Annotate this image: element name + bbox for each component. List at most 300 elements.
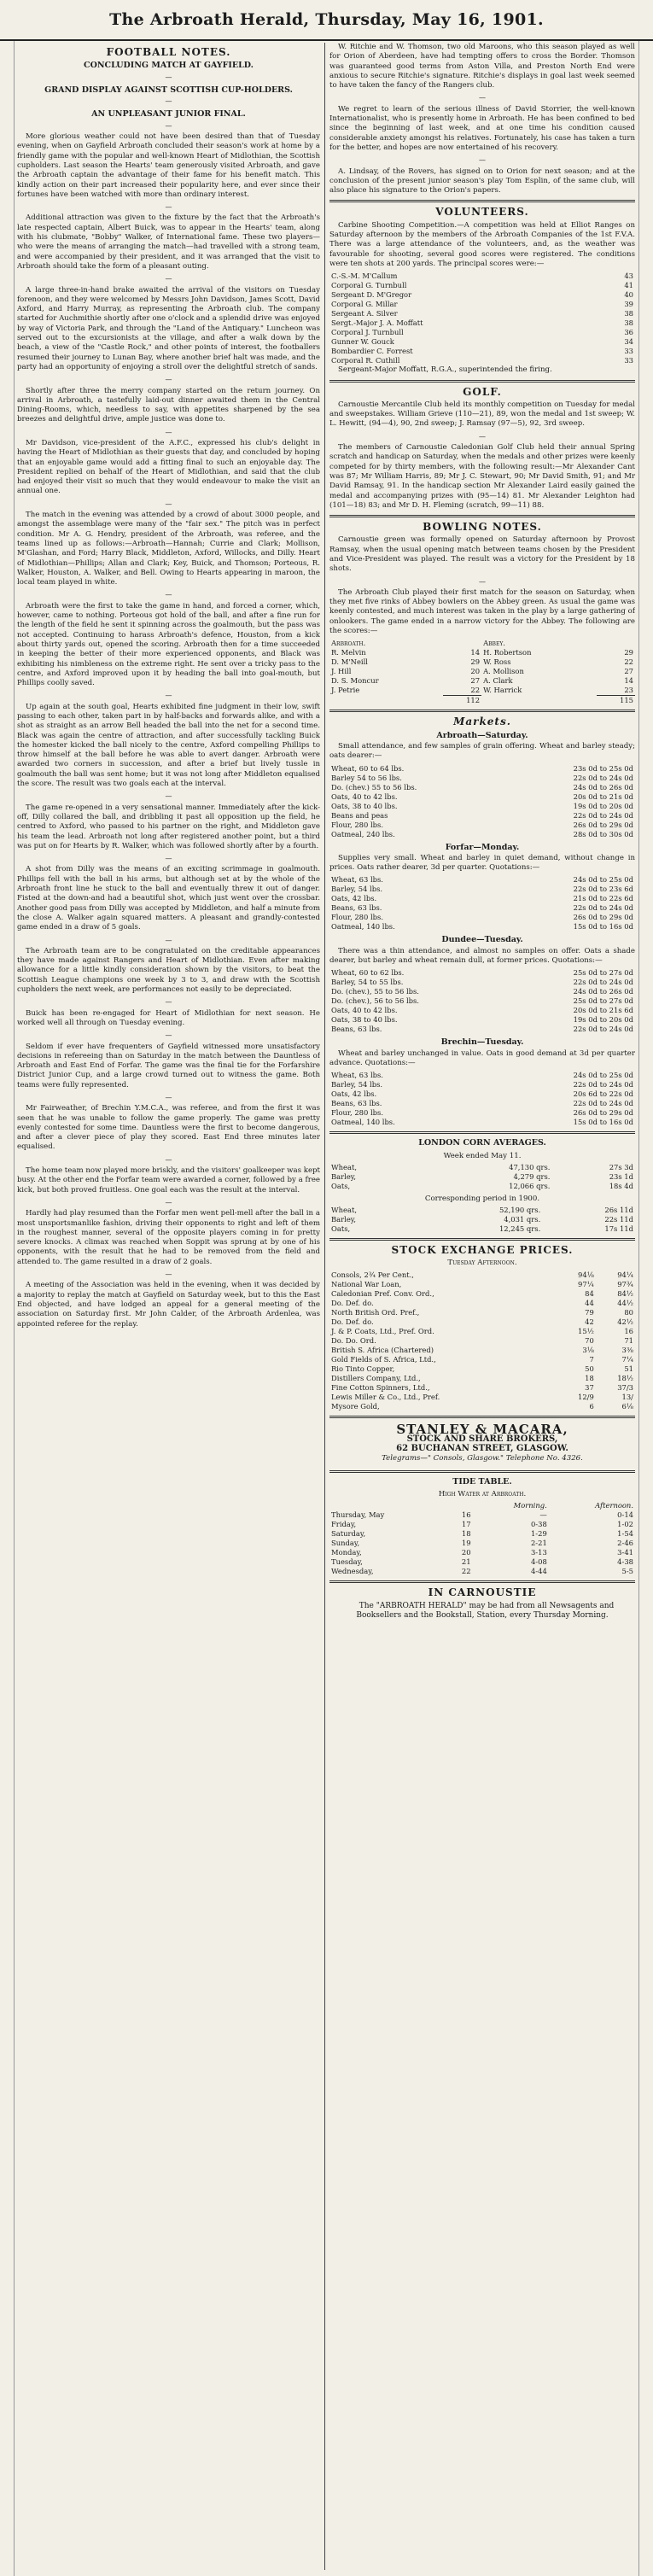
table-row — [329, 1172, 635, 1182]
table-row — [329, 676, 635, 686]
separator: — — [165, 428, 172, 436]
table-row — [329, 1206, 635, 1215]
score-name: Sergeant A. Silver — [331, 309, 398, 318]
market-title: Brechin—Tuesday. — [440, 1037, 524, 1048]
market-item: Oats, 42 lbs. — [331, 1089, 377, 1099]
score-name: Sergt.-Major J. A. Moffatt — [331, 318, 423, 328]
market-item: Beans, 63 lbs. — [331, 1099, 382, 1108]
football-paragraph: The home team now played more briskly, and the visitors' goalkeeper was kept busy. At the other end the Forfar team were awarded a corner, followed by a free kick, but both proved fruitless. One goal each was the result at the interval. — [17, 1166, 320, 1195]
market-item: Beans, 63 lbs. — [331, 903, 382, 913]
score-value: 43 — [624, 272, 633, 281]
football-paragraph: A shot from Dilly was the means of an exciting scrimmage in goalmouth. Phillips fell with the ball in his arms, but although set at by the whole of the Arbroath front line he stuck to the ball and eventually threw it out of danger. Fisted at the down-and had a beautiful shot, which just went over the crossbar. Another good pass from Dilly was accepted by Middleton, and half a minute from the close A. Walker again squared matters. A pleasant and grandly-contested game ended in a draw of 5 goals. — [17, 865, 320, 932]
stock-price-a: 79 — [585, 1307, 594, 1317]
football-paragraph: Buick has been re-engaged for Heart of Midlothian for next season. He worked well all through on Tuesday evening. — [17, 1008, 320, 1027]
score-name: C.-S.-M. M'Callum — [331, 272, 398, 281]
tide-date: 19 — [461, 1539, 471, 1548]
section-rule — [329, 1131, 635, 1134]
separator: — — [165, 275, 172, 283]
advert-telegrams: Telegrams—" Consols, Glasgow." Telephone No. 4326. — [382, 1453, 583, 1463]
score-value: 36 — [624, 328, 633, 337]
market-note: Supplies very small. Wheat and barley in quiet demand, without change in prices. Oats rather dearer, 3d per quarter. Quotations:— — [329, 853, 635, 873]
separator: — — [165, 1155, 172, 1164]
tide-morning: — — [539, 1510, 547, 1520]
rink-abbey: H. Robertson — [483, 648, 532, 657]
table-row — [329, 1118, 635, 1127]
rink-abbey-score: 29 — [624, 648, 633, 657]
football-paragraph: Arbroath were the first to take the game in hand, and forced a corner, which, however, came to nothing. Porteous got hold of the ball, and after a fine run for the length of the field he sent it spinning across the goalmouth, but the pass was not accepted. Continuing to harass Arbroath's defence, Houston, from a kick about thirty yards out, opened the scoring. Arbroath then for a time succeeded in keeping the better of their more experienced opponents, and Black was exhibiting his nimbleness on the extreme right. He sent over a tricky pass to the centre, and Axford improved upon it by heading the ball into goal-mouth, but Phillips coolly saved. — [17, 601, 320, 688]
tide-date: 18 — [461, 1529, 471, 1539]
market-item: Oatmeal, 240 lbs. — [331, 829, 395, 838]
separator: — — [165, 792, 172, 801]
corn-prev-label: Corresponding period in 1900. — [424, 1194, 540, 1203]
tide-day: Sunday, — [331, 1539, 360, 1548]
separator: — — [165, 73, 172, 81]
table-row — [329, 1364, 635, 1374]
market-item: Do. (chev.) 55 to 56 lbs. — [331, 782, 417, 791]
football-heading: FOOTBALL NOTES. — [106, 46, 231, 58]
adjacent-page-edge-left — [0, 41, 15, 2576]
corn-price: 18s 4d — [609, 1181, 633, 1190]
tide-day: Tuesday, — [331, 1557, 363, 1567]
market-price: 24s 0d to 25s 0d — [573, 1071, 633, 1080]
separator: — — [165, 1198, 172, 1206]
table-row — [329, 290, 635, 300]
separator: — — [165, 499, 172, 508]
market-note: There was a thin attendance, and almost no samples on offer. Oats a shade dearer, but barley and wheat remain dull, at former prices. Quotations:— — [329, 946, 635, 966]
rink-arbroath: R. Melvin — [331, 648, 366, 657]
carnoustie-notice: The "ARBROATH HERALD" may be had from all Newsagents and Booksellers and the Bookstall, Station, every Thursday Morning. — [356, 1601, 615, 1621]
stock-price-b: 84½ — [617, 1288, 633, 1298]
table-row — [329, 1374, 635, 1383]
tide-afternoon: 1-54 — [617, 1529, 633, 1539]
tide-day: Thursday, May — [331, 1510, 385, 1520]
market-item: Oatmeal, 140 lbs. — [331, 922, 395, 932]
table-row — [329, 987, 635, 996]
table-row — [329, 281, 635, 290]
football-subheading: CONCLUDING MATCH AT GAYFIELD. — [84, 61, 254, 71]
tide-col-morning: Morning. — [513, 1501, 547, 1510]
table-row — [329, 1510, 635, 1520]
table-row — [329, 1308, 635, 1317]
market-item: Oats, 42 lbs. — [331, 894, 377, 903]
stock-item: Do. Def. do. — [331, 1317, 374, 1326]
golf-heading: GOLF. — [463, 385, 502, 398]
table-row — [329, 1355, 635, 1364]
table-row — [329, 657, 635, 667]
table-row — [329, 1539, 635, 1548]
separator: — — [165, 1031, 172, 1040]
stock-price-a: 44 — [585, 1298, 594, 1307]
score-value: 38 — [624, 309, 633, 318]
market-item: Wheat, 60 to 64 lbs. — [331, 763, 405, 773]
market-price: 26s 0d to 29s 0d — [573, 913, 633, 922]
separator: — — [165, 936, 172, 944]
market-item: Wheat, 63 lbs. — [331, 1071, 383, 1080]
market-price: 26s 0d to 29s 0d — [573, 1108, 633, 1118]
market-price: 22s 0d to 24s 0d — [573, 903, 633, 913]
separator: — — [165, 97, 172, 106]
table-row — [329, 272, 635, 281]
stock-price-b: 16 — [624, 1326, 633, 1335]
stock-item: Distillers Company, Ltd., — [331, 1373, 421, 1382]
corn-heading: LONDON CORN AVERAGES. — [418, 1138, 546, 1148]
advert-line-1: STOCK AND SHARE BROKERS, — [406, 1434, 558, 1444]
stock-item: Rio Tinto Copper, — [331, 1364, 395, 1373]
section-rule — [329, 515, 635, 517]
score-name: Corporal J. Turnbull — [331, 328, 404, 337]
market-item: Beans and peas — [331, 810, 388, 820]
tide-heading: TIDE TABLE. — [452, 1476, 512, 1487]
table-row — [329, 1071, 635, 1080]
separator: — — [479, 94, 486, 102]
markets-body — [329, 731, 635, 1128]
corn-item: Oats, — [331, 1224, 351, 1234]
masthead — [0, 0, 653, 41]
football-paragraph: Seldom if ever have frequenters of Gayfield witnessed more unsatisfactory decisions in refereeing than on Saturday in the match between the Dauntless of Arbroath and East End of Forfar. The game was the final tie for the Forfarshire District Junior Cup, and a large crowd turned out to witness the game. Both teams were fully represented. — [17, 1042, 320, 1089]
tide-date: 22 — [461, 1567, 471, 1576]
separator: — — [165, 203, 172, 212]
market-table — [329, 875, 635, 932]
table-row — [329, 1215, 635, 1224]
football-paragraph: A. Lindsay, of the Rovers, has signed on to Orion for next season; and at the conclusion of the present junior season's play Tom Esplin, of the same club, will also place his signature to the Orion's papers. — [329, 166, 635, 196]
separator: — — [165, 591, 172, 599]
market-title: Forfar—Monday. — [445, 842, 520, 852]
rink-arbroath-score: 29 — [470, 657, 481, 667]
tide-afternoon: 5-5 — [621, 1567, 633, 1576]
table-row — [329, 1327, 635, 1336]
volunteers-intro: Carbine Shooting Competition.—A competition was held at Elliot Ranges on Saturday afternoon by the members of the Arbroath Companies of the 1st F.V.A. There was a large attendance of the volunteers, and, as the weather was favourable for shooting, several good scores were registered. The conditions were ten shots at 200 yards. The principal scores were:— — [329, 220, 635, 268]
table-row — [329, 774, 635, 783]
rink-abbey-score: 22 — [624, 657, 633, 667]
stock-price-a: 70 — [585, 1335, 594, 1345]
table-row — [329, 978, 635, 987]
stock-price-b: 3⅜ — [621, 1345, 633, 1354]
market-price: 24s 0d to 26s 0d — [573, 987, 633, 996]
stock-item: North British Ord. Pref., — [331, 1307, 420, 1317]
rink-abbey-score: 23 — [624, 686, 633, 695]
corn-week: Week ended May 11. — [443, 1151, 522, 1160]
table-row — [329, 1006, 635, 1015]
stock-price-a: 18 — [585, 1373, 594, 1382]
golf-paragraph: Carnoustie Mercantile Club held its monthly competition on Tuesday for medal and sweepstakes. William Grieve (110—21), 89, won the medal and 1st sweep; W. L. Hewitt, (94—4), 90, 2nd sweep; J. Ramsay (97—5), 92, 3rd sweep. — [329, 400, 635, 429]
stock-item: Lewis Miller & Co., Ltd., Pref. — [331, 1392, 440, 1401]
market-item: Do. (chev.), 55 to 56 lbs. — [331, 987, 419, 996]
football-paragraph: Mr Davidson, vice-president of the A.F.C., expressed his club's delight in having the Heart of Midlothian as their guests that day, and concluded by hoping that an enjoyable game would add a fitting final to such an enjoyable day. The President replied on behalf of the Heart of Midlothian, and said that the club had enjoyed their visit so much that they would endeavour to make the visit an annual one. — [17, 438, 320, 496]
stock-item: Mysore Gold, — [331, 1401, 380, 1411]
tide-afternoon: 2-46 — [617, 1539, 633, 1548]
football-subheading-3: AN UNPLEASANT JUNIOR FINAL. — [91, 109, 246, 120]
rink-abbey-score: 27 — [624, 667, 633, 676]
tide-day: Saturday, — [331, 1529, 366, 1539]
section-rule — [329, 710, 635, 712]
table-row — [329, 1025, 635, 1034]
volunteers-outro: Sergeant-Major Moffatt, R.G.A., superintended the firing. — [338, 365, 552, 375]
rink-abbey-score: 14 — [624, 676, 633, 686]
football-paragraph: Shortly after three the merry company started on the return journey. On arrival in Arbroath, a tastefully laid-out dinner awaited them in the Central Dining-Rooms, which, needless to say, with appetites sharpened by the sea breezes and delightful drive, ample justice was done to. — [17, 386, 320, 424]
stock-price-b: 71 — [624, 1335, 633, 1345]
bowling-total-abbey: 115 — [597, 696, 635, 706]
stock-item: National War Loan, — [331, 1279, 402, 1288]
football-paragraph: Hardly had play resumed than the Forfar men went pell-mell after the ball in a most unsportsmanlike fashion, driving their opponents to right and left of them in the roughest manner, several of the opposite players coming in for pretty severe knocks. A climax was reached when Soppit was sprung at by one of his opponents, with the result that he had to be removed from the field and attended to. The game resulted in a draw of 2 goals. — [17, 1209, 320, 1266]
corn-qty: 12,066 qrs. — [509, 1181, 551, 1190]
market-price: 19s 0d to 20s 0d — [573, 1015, 633, 1025]
tide-afternoon: 4-38 — [617, 1557, 633, 1567]
stock-price-b: 18½ — [617, 1373, 633, 1382]
score-name: Corporal G. Turnbull — [331, 281, 407, 290]
football-paragraph: Mr Fairweather, of Brechin Y.M.C.A., was referee, and from the first it was seen that he was unable to follow the game properly. The game was pretty evenly contested for some time. Dauntless were the first to become dangerous, and after a clever piece of play they scored. East End three minutes later equalised. — [17, 1104, 320, 1152]
market-title: Dundee—Tuesday. — [441, 935, 523, 945]
table-row — [329, 1557, 635, 1567]
tide-day: Wednesday, — [331, 1567, 374, 1576]
tide-afternoon: 3-41 — [617, 1548, 633, 1557]
table-row — [329, 1080, 635, 1089]
score-value: 41 — [624, 281, 633, 290]
table-row — [329, 1393, 635, 1402]
table-row — [329, 318, 635, 328]
tide-col-afternoon: Afternoon. — [595, 1501, 633, 1510]
stock-item: Do. Do. Ord. — [331, 1335, 376, 1345]
table-row — [329, 309, 635, 318]
table-row — [329, 913, 635, 922]
market-note: Small attendance, and few samples of grain offering. Wheat and barley steady; oats dearer:— — [329, 741, 635, 761]
newspaper-title: The Arbroath Herald, Thursday, May 16, 1901. — [109, 10, 544, 29]
corn-item: Wheat, — [331, 1162, 357, 1171]
separator: — — [479, 577, 486, 586]
table-row — [329, 1567, 635, 1576]
separator: — — [165, 855, 172, 863]
table-row — [329, 300, 635, 309]
bowling-paragraph: The Arbroath Club played their first match for the season on Saturday, when they met five rinks of Abbey bowlers on the Abbey green. As usual the game was keenly contested, and much interest was taken in the play by a large gathering of onlookers. The game ended in a narrow victory for the Abbey. The following are the scores:— — [329, 587, 635, 636]
tide-date: 21 — [461, 1557, 471, 1567]
tide-date: 17 — [461, 1520, 471, 1529]
table-row — [329, 1289, 635, 1299]
table-row — [329, 1346, 635, 1355]
corn-qty: 12,245 qrs. — [498, 1224, 541, 1234]
table-row — [329, 328, 635, 337]
corn-prev-table — [329, 1206, 635, 1234]
separator: — — [165, 692, 172, 700]
corn-price: 23s 1d — [609, 1171, 633, 1181]
bowling-body — [329, 535, 635, 636]
table-row — [329, 1182, 635, 1191]
column-divider — [324, 43, 325, 2570]
tide-morning: 1-29 — [530, 1529, 547, 1539]
separator: — — [165, 376, 172, 384]
markets-heading: Markets. — [453, 716, 511, 728]
stock-price-a: 42 — [585, 1317, 594, 1326]
volunteers-heading: VOLUNTEERS. — [435, 206, 529, 219]
stock-item: British S. Africa (Chartered) — [331, 1345, 434, 1354]
tide-morning: 0-38 — [530, 1520, 547, 1529]
table-row — [329, 764, 635, 774]
table-row — [329, 903, 635, 913]
table-row — [329, 648, 635, 657]
market-price: 22s 0d to 24s 0d — [573, 810, 633, 820]
stock-price-a: 94⅛ — [578, 1270, 594, 1279]
stock-price-a: 3⅛ — [582, 1345, 594, 1354]
table-row — [329, 802, 635, 811]
stock-price-b: 44½ — [617, 1298, 633, 1307]
corn-qty: 4,279 qrs. — [513, 1171, 551, 1181]
market-price: 22s 0d to 24s 0d — [573, 773, 633, 782]
football-paragraph: More glorious weather could not have been desired than that of Tuesday evening, when on Gayfield Arbroath concluded their season's work at home by a friendly game with the popular and well-known Heart of Midlothian, the Scottish cupholders. Last season the Hearts' team generously visited Arbroath, and gave the Arbroath captain the advantage of their fame for his benefit match. This kindly action on their part increased their popularity here, and ever since their fortunes have been watched with more than ordinary interest. — [17, 132, 320, 199]
tide-day: Friday, — [331, 1520, 357, 1529]
table-row — [329, 686, 635, 696]
score-name: Sergeant D. M'Gregor — [331, 290, 412, 300]
stock-item: Gold Fields of S. Africa, Ltd., — [331, 1354, 436, 1364]
market-item: Barley, 54 lbs. — [331, 1080, 383, 1089]
table-row — [329, 894, 635, 903]
left-column — [17, 43, 320, 2570]
tide-table — [329, 1501, 635, 1576]
rink-arbroath: D. M'Neill — [331, 657, 368, 667]
separator: — — [165, 998, 172, 1007]
golf-body — [329, 400, 635, 511]
corn-price: 26s 11d — [604, 1206, 633, 1215]
table-row — [329, 1548, 635, 1557]
stock-price-a: 84 — [585, 1288, 594, 1298]
table-row — [329, 1099, 635, 1108]
section-rule — [329, 200, 635, 202]
table-row — [329, 337, 635, 347]
table-row — [329, 968, 635, 978]
market-item: Oats, 40 to 42 lbs. — [331, 1006, 398, 1015]
table-row — [329, 1089, 635, 1099]
stockbroker-advert — [329, 1421, 635, 1463]
separator: — — [479, 432, 486, 441]
football-paragraph: The game re-opened in a very sensational manner. Immediately after the kick-off, Dilly collared the ball, and dribbling it past all opposition up the field, he centred to Axford, who passed to his partner on the right, and Middleton gave his team the lead. Arbroath not long after registered another point, but a third was put on for Hearts by R. Walker, which was followed shortly after by a fourth. — [17, 803, 320, 850]
bowling-heading: BOWLING NOTES. — [423, 521, 542, 534]
score-name: Corporal G. Millar — [331, 300, 398, 309]
corn-price: 22s 11d — [604, 1215, 633, 1224]
stock-item: J. & P. Coats, Ltd., Pref. Ord. — [331, 1326, 434, 1335]
table-row — [329, 356, 635, 365]
table-row — [329, 1299, 635, 1308]
table-row — [329, 1529, 635, 1539]
table-row — [329, 821, 635, 830]
market-price: 21s 0d to 22s 6d — [573, 894, 633, 903]
market-price: 23s 0d to 25s 0d — [573, 763, 633, 773]
stock-price-b: 80 — [624, 1307, 633, 1317]
market-price: 25s 0d to 27s 0d — [573, 996, 633, 1006]
score-name: Corporal R. Cuthill — [331, 356, 400, 365]
corn-qty: 4,031 qrs. — [504, 1215, 541, 1224]
market-price: 24s 0d to 25s 0d — [573, 875, 633, 885]
market-price: 15s 0d to 16s 0d — [573, 1118, 633, 1127]
stock-price-a: 37 — [585, 1382, 594, 1392]
stock-price-a: 15½ — [578, 1326, 594, 1335]
stock-price-b: 7¼ — [621, 1354, 633, 1364]
table-row — [329, 1317, 635, 1327]
table-row — [329, 922, 635, 932]
market-note: Wheat and barley unchanged in value. Oats in good demand at 3d per quarter advance. Quotations:— — [329, 1049, 635, 1067]
market-price: 15s 0d to 16s 0d — [573, 922, 633, 932]
market-price: 26s 0d to 29s 0d — [573, 820, 633, 829]
table-row — [329, 1108, 635, 1118]
separator: — — [479, 156, 486, 165]
carnoustie-heading: IN CARNOUSTIE — [428, 1586, 537, 1599]
stock-price-a: 97¼ — [578, 1279, 594, 1288]
table-row — [329, 875, 635, 885]
right-column — [329, 43, 635, 2570]
corn-item: Wheat, — [331, 1206, 357, 1215]
market-item: Barley, 54 lbs. — [331, 885, 383, 894]
market-item: Barley, 54 to 55 lbs. — [331, 978, 404, 987]
score-value: 40 — [624, 290, 633, 300]
market-price: 19s 0d to 20s 0d — [573, 801, 633, 810]
adjacent-page-edge-right — [638, 41, 653, 2576]
market-price: 24s 0d to 26s 0d — [573, 782, 633, 791]
section-rule — [329, 1470, 635, 1473]
market-price: 22s 0d to 24s 0d — [573, 978, 633, 987]
stock-item: Do. Def. do. — [331, 1298, 374, 1307]
corn-qty: 47,130 qrs. — [509, 1162, 551, 1171]
stock-price-b: 51 — [624, 1364, 633, 1373]
tide-date: 16 — [461, 1510, 471, 1520]
market-item: Flour, 280 lbs. — [331, 820, 383, 829]
market-item: Beans, 63 lbs. — [331, 1025, 382, 1034]
stock-heading: STOCK EXCHANGE PRICES. — [391, 1244, 574, 1257]
score-value: 38 — [624, 318, 633, 328]
table-row — [329, 1224, 635, 1234]
stock-item: Consols, 2¾ Per Cent., — [331, 1270, 414, 1279]
market-table — [329, 764, 635, 839]
score-value: 34 — [624, 337, 633, 347]
market-item: Oats, 40 to 42 lbs. — [331, 791, 398, 801]
tide-afternoon: 1-02 — [617, 1520, 633, 1529]
football-paragraph: A meeting of the Association was held in the evening, when it was decided by a majority to replay the match at Gayfield on Saturday week, but to this the East End objected, and have lodged an appeal for a general meeting of the association on Saturday first. Mr John Calder, of the Arbroath Ardenlea, was appointed referee for the replay. — [17, 1281, 320, 1329]
rink-arbroath-score: 22 — [470, 686, 481, 695]
score-value: 33 — [624, 356, 633, 365]
football-continuation — [329, 43, 635, 196]
stock-price-b: 42½ — [617, 1317, 633, 1326]
separator: — — [165, 1093, 172, 1101]
bowling-paragraph: Carnoustie green was formally opened on Saturday afternoon by Provost Ramsay, when the usual opening match between teams chosen by the President and Vice-President was played. The result was a victory for the President by 18 shots. — [329, 535, 635, 574]
separator: — — [165, 1270, 172, 1279]
table-row — [329, 783, 635, 792]
stock-sub: Tuesday Afternoon. — [447, 1259, 517, 1268]
football-body — [17, 132, 320, 1329]
score-name: Gunner W. Gouck — [331, 337, 394, 347]
section-rule — [329, 380, 635, 383]
table-row — [329, 1336, 635, 1346]
market-item: Flour, 280 lbs. — [331, 913, 383, 922]
stock-item: Fine Cotton Spinners, Ltd., — [331, 1382, 430, 1392]
advert-line-2: 62 BUCHANAN STREET, GLASGOW. — [396, 1444, 568, 1454]
table-row — [329, 1270, 635, 1280]
market-title: Arbroath—Saturday. — [436, 730, 528, 740]
table-row — [329, 792, 635, 802]
market-price: 28s 0d to 30s 0d — [573, 829, 633, 838]
stock-price-a: 7 — [589, 1354, 594, 1364]
football-paragraph: Up again at the south goal, Hearts exhibited fine judgment in their low, swift passing to each other, taken part in by half-backs and forwards alike, and with a shot as straight as an arrow Bell headed the ball into the net for a second time. Black was again the centre of attraction, and after successfully tackling Buick the homester kicked the ball nicely to the centre, Axford compelling Phillips to throw himself at the ball before he was able to avert danger. Arbroath were awarded two corners in succession, and after a brief but lively tussle in goalmouth the ball was sent home; but it was not long after Middleton equalised the score. The result was two goals each at the interval. — [17, 702, 320, 789]
rink-arbroath-score: 20 — [470, 667, 481, 676]
score-value: 33 — [624, 347, 633, 356]
score-name: Bombardier C. Forrest — [331, 347, 413, 356]
table-row — [329, 830, 635, 839]
corn-price: 17s 11d — [604, 1224, 633, 1234]
football-paragraph: We regret to learn of the serious illness of David Storrier, the well-known Internationalist, who is presently home in Arbroath. He has been confined to bed since the beginning of last week, and at one time his condition caused considerable anxiety amongst his relatives. Fortunately, his case has taken a turn for the better, and hopes are now entertained of his recovery. — [329, 104, 635, 152]
market-price: 20s 6d to 22s 0d — [573, 1089, 633, 1099]
bowling-col-abbey: Abbey. — [483, 639, 505, 648]
volunteers-scores-table — [329, 272, 635, 365]
corn-item: Oats, — [331, 1181, 351, 1190]
separator: — — [165, 121, 172, 130]
advert-firm: STANLEY & MACARA, — [396, 1421, 568, 1437]
rink-arbroath-score: 14 — [470, 648, 481, 657]
market-price: 22s 0d to 24s 0d — [573, 1080, 633, 1089]
stock-price-b: 94¼ — [617, 1270, 633, 1279]
